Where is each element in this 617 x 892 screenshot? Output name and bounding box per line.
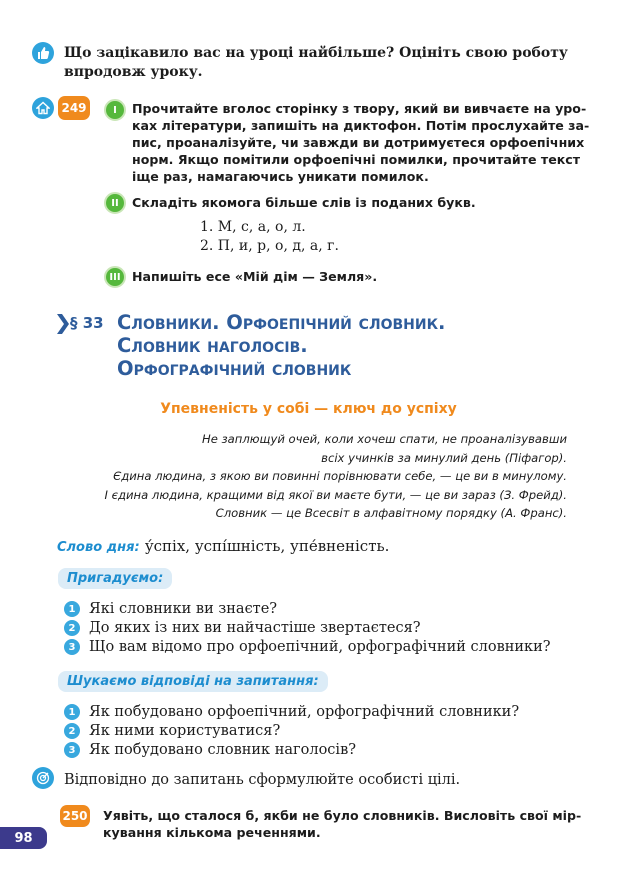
section-subtitle: Упевненість у собі — ключ до успіху: [160, 401, 457, 417]
search-num-3: 3: [64, 742, 80, 758]
search-label: Шукаємо відповіді на запитання:: [58, 671, 328, 692]
thumbs-up-icon: [32, 42, 54, 64]
search-num-1: 1: [64, 704, 80, 720]
search-question-3: Як побудовано словник наголосів?: [89, 742, 357, 758]
target-icon: [32, 767, 54, 789]
page-number: 98: [0, 827, 47, 849]
task-marker-2: II: [104, 192, 126, 214]
recall-question-1: Які словники ви знаєте?: [89, 601, 278, 617]
section-chevron-icon: [57, 314, 69, 334]
exercise-number-249: 249: [58, 96, 90, 120]
reflection-text: Що зацікавило вас на уроці найбільше? Оцініть свою роботу впродовж уроку.: [64, 45, 568, 80]
exercise-number-250: 250: [60, 805, 90, 827]
recall-question-3: Що вам відомо про орфоепічний, орфографічний словники?: [89, 639, 551, 655]
task-3-text: Напишіть есе «Мій дім — Земля».: [132, 269, 378, 284]
epigraphs: Не заплющуй очей, коли хочеш спати, не проаналізувавши всіх учинків за минулий день (Піфагор). Єдина людина, з якою ви повинні порівнювати себе, — це ви в минулому. І єдина людина, кращими від якої ви маєте бути, — це ви зараз (З. Фрейд). Словник — це Всесвіт в алфавітному порядку (А. Франс).: [104, 432, 567, 520]
recall-num-1: 1: [64, 601, 80, 617]
word-of-day: [57, 536, 389, 555]
search-question-1: Як побудовано орфоепічний, орфографічний словники?: [89, 704, 520, 720]
recall-num-3: 3: [64, 639, 80, 655]
task-2-text: Складіть якомога більше слів із поданих букв.: [132, 195, 476, 210]
section-marker: [57, 314, 107, 334]
word-of-day-label: Слово дня:: [57, 540, 140, 555]
search-question-2: Як ними користуватися?: [89, 723, 281, 739]
word-of-day-words: у́спіх, успі́шність, упе́вненість.: [144, 537, 390, 555]
section-number: § 33: [70, 314, 104, 332]
recall-num-2: 2: [64, 620, 80, 636]
home-icon: [32, 97, 54, 119]
task-marker-3: III: [104, 266, 126, 288]
search-num-2: 2: [64, 723, 80, 739]
exercise-250-text: Уявіть, що сталося б, якби не було словників. Висловіть свої мір- кування кількома реченнями.: [103, 808, 582, 840]
recall-question-2: До яких із них ви найчастіше звертаєтеся?: [89, 620, 421, 636]
task-marker-1: I: [104, 99, 126, 121]
recall-label: Пригадуємо:: [58, 568, 172, 589]
section-title: Словники. Орфоепічний словник. Словник наголосів. Орфографічний словник: [117, 311, 446, 380]
goals-text: Відповідно до запитань сформулюйте особисті цілі.: [64, 772, 461, 788]
letter-sets: 1. М, с, а, о, л. 2. П, и, р, о, д, а, г.: [200, 219, 339, 254]
task-1-text: Прочитайте вголос сторінку з твору, який ви вивчаєте на уро- ках літератури, запишіть на диктофон. Потім прослухайте за- пис, проаналізуйте, чи завжди ви дотримуєтеся орфоепічних норм. Якщо помітили орфоепічні помилки, прочитайте текст іще раз, намагаючись уникати помилок.: [132, 101, 590, 184]
